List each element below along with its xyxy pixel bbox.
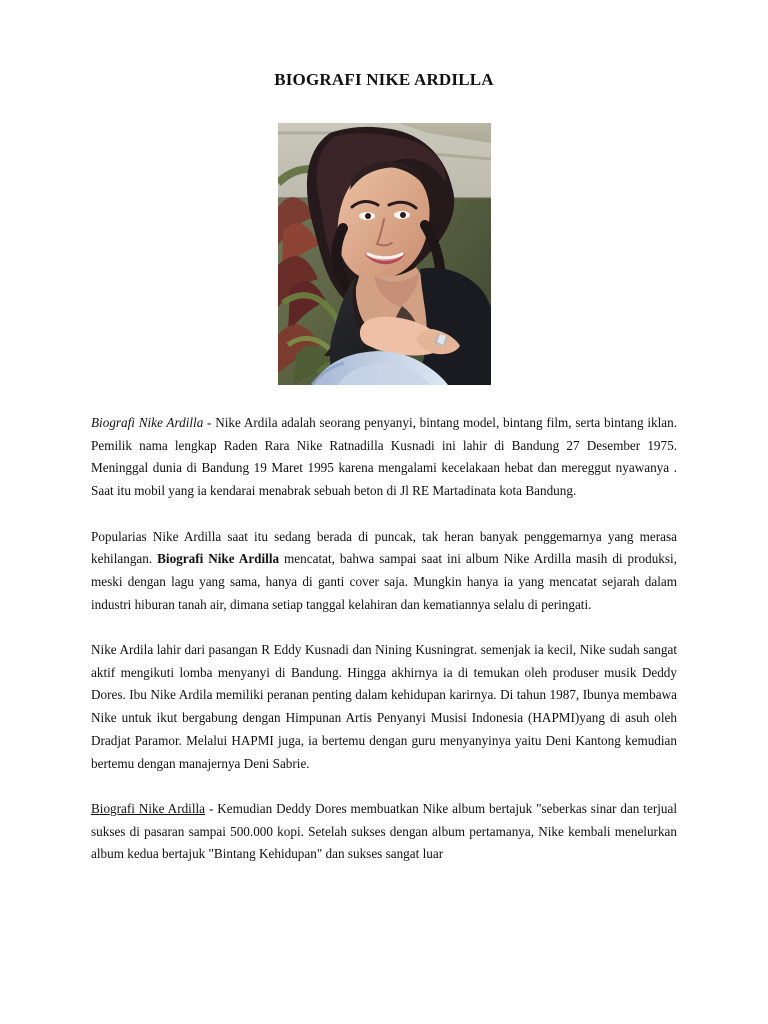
- paragraph-2-before: Popularias Nike Ardilla saat itu sedang berada di puncak, tak heran banyak penggemarnya yang merasa kehilangan.: [91, 528, 677, 567]
- paragraph-2-after: mencatat, bahwa sampai saat ini album Nike Ardilla masih di produksi, meski dengan lagu yang sama, hanya di ganti cover saja. Mungkin hanya ia yang mencatat sejarah dalam industri hiburan tanah air, dimana setiap tanggal kelahiran dan kematiannya selalu di peringati.: [91, 551, 677, 612]
- paragraph-1: [91, 412, 677, 503]
- article-body: [91, 412, 677, 866]
- paragraph-4-text: - Kemudian Deddy Dores membuatkan Nike album bertajuk "seberkas sinar dan terjual sukses di pasaran sampai 500.000 kopi. Setelah sukses dengan album pertamanya, Nike kembali menelurkan album kedua bertajuk "Bintang Kehidupan" dan sukses sangat luar: [91, 800, 677, 862]
- portrait-photo: [278, 123, 491, 385]
- paragraph-1-lead: Biografi Nike Ardilla: [91, 415, 204, 430]
- biography-link[interactable]: Biografi Nike Ardilla: [91, 800, 206, 816]
- document-title: BIOGRAFI NIKE ARDILLA: [274, 70, 494, 89]
- paragraph-3: Nike Ardila lahir dari pasangan R Eddy Kusnadi dan Nining Kusningrat. semenjak ia kecil, Nike sudah sangat aktif mengikuti lomba menyanyi di Bandung. Hingga akhirnya ia di temukan oleh produser musik Deddy Dores. Ibu Nike Ardila memiliki peranan penting dalam kehidupan karirnya. Di tahun 1987, Ibunya membawa Nike untuk ikut bergabung dengan Himpunan Artis Penyanyi Musisi Indonesia (HAPMI)yang di asuh oleh Dradjat Paramor. Melalui HAPMI juga, ia bertemu dengan guru menyanyinya yaitu Deni Kantong kemudian bertemu dengan manajernya Deni Sabrie.: [91, 642, 677, 771]
- paragraph-4: [91, 798, 677, 866]
- paragraph-2: [91, 526, 677, 617]
- paragraph-1-text: - Nike Ardila adalah seorang penyanyi, bintang model, bintang film, serta bintang iklan. Pemilik nama lengkap Raden Rara Nike Ratnadilla Kusnadi ini lahir di Bandung 27 Desember 1975. Meninggal dunia di Bandung 19 Maret 1995 karena mengalami kecelakaan hebat dan mereggut nyawanya . Saat itu mobil yang ia kendarai menabrak sebuah beton di Jl RE Martadinata kota Bandung.: [91, 415, 678, 499]
- portrait-photo-illustration: [278, 123, 491, 385]
- paragraph-2-bold: Biografi Nike Ardilla: [157, 551, 280, 567]
